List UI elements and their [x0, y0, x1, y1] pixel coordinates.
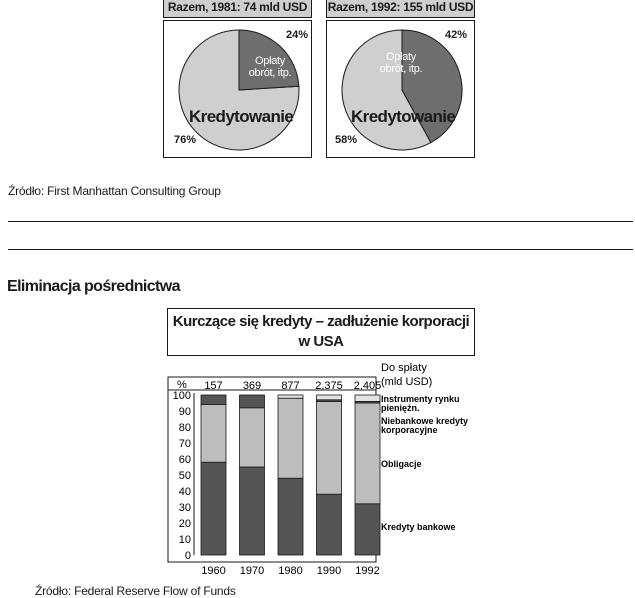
- bar-segment: [317, 494, 342, 555]
- top-total-label: 2,375: [315, 380, 343, 392]
- pie-label-kredytowanie-1992: Kredytowanie: [351, 107, 456, 126]
- y-tick-label: 60: [178, 454, 191, 466]
- pie-slice-label-oplaty-1981: [242, 55, 298, 79]
- pie-slice-label-oplaty-1992: [373, 51, 429, 75]
- bar-segment: [355, 395, 380, 401]
- pie-slice-label-line1: Opłaty: [255, 55, 285, 67]
- x-tick-label: 1970: [239, 565, 265, 577]
- legend-label: pieniężn.: [381, 403, 420, 413]
- legend-label: Obligacje: [381, 459, 422, 469]
- bar-segment: [278, 398, 303, 478]
- pie-pct-kredytowanie-1992: 58%: [335, 134, 358, 146]
- pie-slice-label-line2: obrót, itp.: [379, 63, 423, 75]
- legend-label: Instrumenty rynku: [381, 394, 460, 404]
- bar-segment: [201, 395, 226, 405]
- y-tick-label: 10: [178, 534, 191, 546]
- y-tick-label: 30: [178, 502, 191, 514]
- bar-segment: [317, 400, 342, 402]
- bar-segment: [240, 408, 265, 467]
- top-total-label: 157: [204, 380, 223, 392]
- source-top: Źródło: First Manhattan Consulting Group: [8, 184, 221, 198]
- bar-segment: [201, 405, 226, 463]
- chart-title-line2: w USA: [298, 333, 344, 350]
- legend-label: Niebankowe kredyty: [381, 416, 469, 426]
- pie-pct-oplaty-1981: 24%: [286, 29, 309, 41]
- y-tick-label: 40: [178, 486, 191, 498]
- y-tick-label: 80: [178, 422, 191, 434]
- x-tick-label: 1992: [355, 565, 380, 577]
- bar-segment: [317, 395, 342, 400]
- y-tick-label: 90: [178, 406, 191, 418]
- y-tick-label: 100: [172, 390, 191, 402]
- bar-segment: [278, 395, 303, 398]
- pie-chart-1992: [326, 20, 475, 158]
- bar-segment: [355, 403, 380, 504]
- pie-title-1981: Razem, 1981: 74 mld USD: [163, 0, 312, 18]
- y-tick-label: 0: [184, 550, 191, 562]
- source-bottom: Źródło: Federal Reserve Flow of Funds: [35, 584, 236, 598]
- pie-pct-oplaty-1992: 42%: [445, 29, 468, 41]
- y-tick-label: 70: [178, 438, 191, 450]
- x-tick-label: 1960: [201, 565, 226, 577]
- bar-segment: [240, 467, 265, 555]
- x-tick-label: 1980: [278, 565, 303, 577]
- pie-slice-label-line2: obrót, itp.: [248, 67, 292, 79]
- divider-line-2: [8, 249, 633, 250]
- bar-segment: [201, 462, 226, 555]
- chart-frame: [168, 377, 376, 562]
- bar-segment: [278, 478, 303, 555]
- bar-segment: [355, 401, 380, 403]
- top-total-label: 369: [242, 380, 262, 392]
- chart-title: [167, 308, 475, 356]
- pie-title-1992: Razem, 1992: 155 mld USD: [326, 0, 475, 18]
- bar-segment: [317, 401, 342, 494]
- pie-chart-1981: [163, 20, 312, 158]
- top-total-label: 877: [281, 380, 300, 392]
- pie-pct-kredytowanie-1981: 76%: [174, 134, 197, 146]
- y-tick-label: 20: [178, 518, 191, 530]
- bar-segment: [355, 504, 380, 555]
- pie-slice-label-line1: Opłaty: [386, 51, 416, 63]
- top-labels-header-line2: (mld USD): [381, 376, 433, 388]
- pie-label-kredytowanie-1981: Kredytowanie: [189, 107, 294, 126]
- bar-segment: [240, 395, 265, 408]
- top-labels-header-line1: Do spłaty: [381, 362, 427, 374]
- top-total-label: 2,405: [353, 380, 382, 392]
- legend-label: korporacyjne: [381, 425, 438, 435]
- legend-label: Kredyty bankowe: [381, 522, 456, 532]
- y-tick-label: 50: [178, 470, 191, 482]
- section-heading: Eliminacja pośrednictwa: [7, 278, 180, 295]
- y-axis-label: %: [177, 379, 187, 391]
- x-tick-label: 1990: [316, 565, 342, 577]
- divider-line-1: [8, 221, 633, 222]
- chart-title-line1: Kurczące się kredyty – zadłużenie korporacji: [172, 313, 470, 330]
